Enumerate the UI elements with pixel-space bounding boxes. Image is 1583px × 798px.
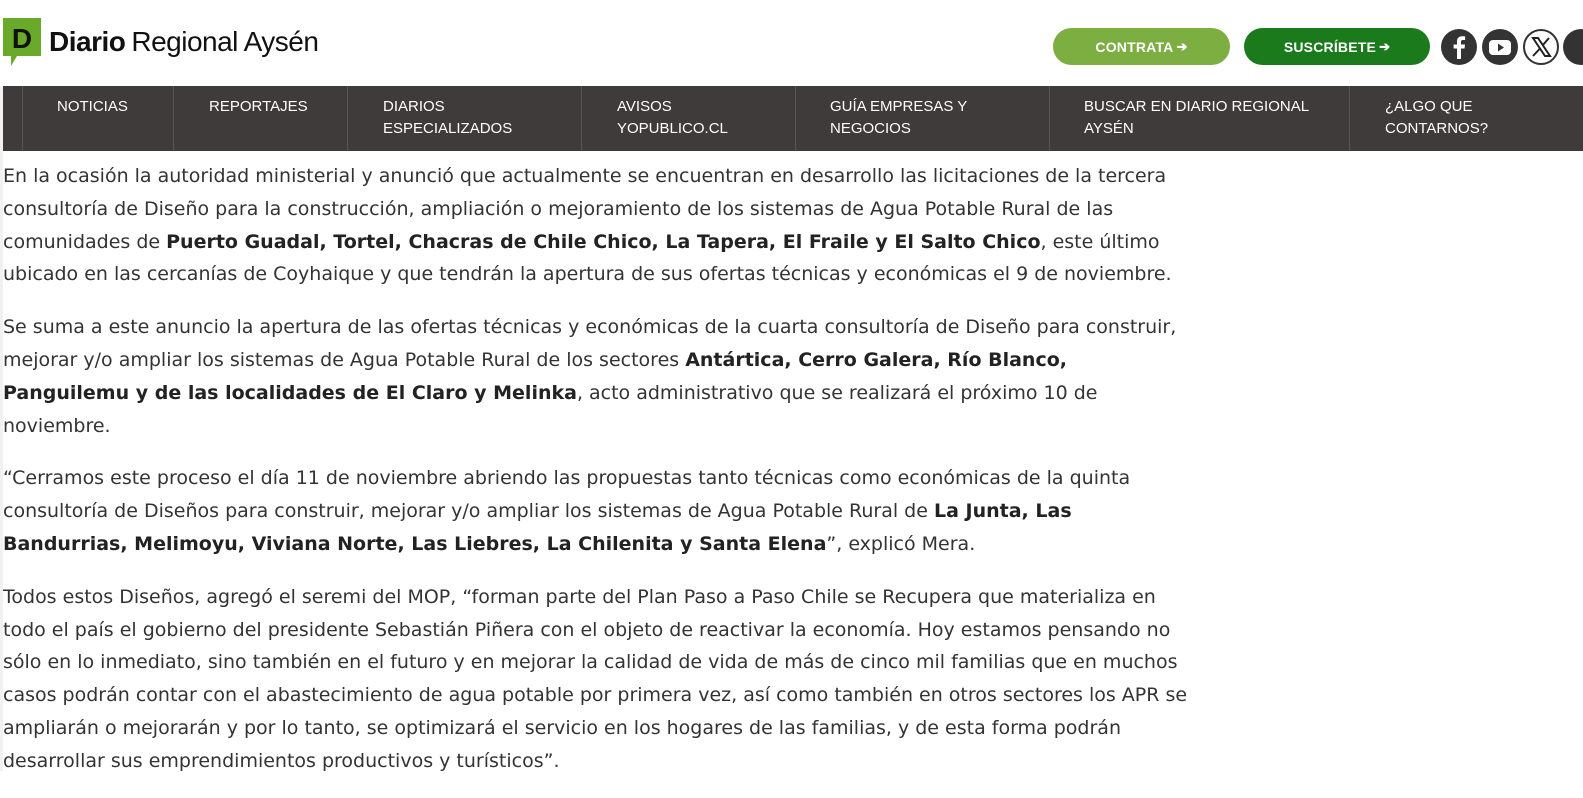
article-paragraph	[3, 311, 1188, 442]
nav-separator	[581, 86, 582, 151]
paragraph-bold-text: Puerto Guadal, Tortel, Chacras de Chile Chico, La Tapera, El Fraile y El Salto Chico	[166, 230, 1041, 253]
nav-item-label-2: ESPECIALIZADOS	[383, 120, 513, 137]
nav-item-label-2: AYSÉN	[1084, 120, 1134, 137]
nav-item-label: NOTICIAS	[57, 98, 128, 115]
site-logo[interactable]	[3, 17, 318, 67]
nav-item-guia-empresas[interactable]	[830, 86, 1046, 151]
nav-item-label: DIARIOS	[383, 98, 445, 115]
logo-text	[49, 26, 318, 58]
nav-separator	[22, 86, 23, 151]
x-icon[interactable]	[1523, 29, 1559, 65]
paragraph-text: ”, explicó Mera.	[826, 532, 976, 555]
nav-item-label: GUÍA EMPRESAS Y	[830, 98, 968, 115]
paragraph-text: , este último ubicado en las cercanías de Coyhaique y que tendrán la apertura de sus ofertas técnicas y económicas el 9 de noviembre.	[3, 230, 1172, 286]
paragraph-text: “Cerramos este proceso el día 11 de noviembre abriendo las propuestas tanto técnicas como económicas de la quinta consultoría de Diseños para construir, mejorar y/o ampliar los sistemas de Agua Potable Rural de	[3, 467, 1131, 523]
nav-separator	[795, 86, 796, 151]
contrata-button[interactable]	[1053, 28, 1230, 65]
nav-item-label-2: NEGOCIOS	[830, 120, 911, 137]
site-header	[0, 0, 1583, 87]
nav-item-diarios-especializados[interactable]	[383, 86, 579, 151]
logo-word-bold: Diario	[49, 26, 126, 57]
nav-item-label-2: YOPUBLICO.CL	[617, 120, 728, 137]
article-paragraph	[3, 160, 1188, 291]
logo-letter: D	[11, 23, 33, 54]
nav-separator	[1049, 86, 1050, 151]
nav-separator	[1349, 86, 1350, 151]
article-body	[3, 160, 1188, 798]
nav-item-label: AVISOS	[617, 98, 672, 115]
nav-item-label-2: CONTARNOS?	[1385, 120, 1489, 137]
paragraph-text: Todos estos Diseños, agregó el seremi del MOP, “forman parte del Plan Paso a Paso Chile se Recupera que materializa en todo el país el gobierno del presidente Sebastián Piñera con el objeto de reactivar la economía. Hoy estamos pensando no sólo en lo inmediato, sino también en el futuro y en mejorar la calidad de vida de más de cinco mil familias que en muchos casos podrán contar con el abastecimiento de agua potable por primera vez, así como también en otros sectores los APR se ampliarán o mejorarán y por lo tanto, se optimizará el servicio en los hogares de las familias, y de esta forma podrán desarrollar sus emprendimientos productivos y turísticos”.	[3, 585, 1188, 772]
nav-item-contarnos[interactable]	[1385, 86, 1565, 151]
nav-item-reportajes[interactable]	[209, 86, 349, 151]
article-paragraph	[3, 462, 1188, 560]
paragraph-text: En la ocasión la autoridad ministerial y anunció que actualmente se encuentran en desarrollo las licitaciones de la tercera consultoría de Diseño para la construcción, ampliación o mejoramiento de los sistemas de Agua Potable Rural de las comunidades de	[3, 165, 1167, 253]
nav-item-avisos[interactable]	[617, 86, 793, 151]
nav-item-label: REPORTAJES	[209, 98, 308, 115]
nav-item-noticias[interactable]	[57, 86, 173, 151]
arrow-right-icon: ➔	[1176, 38, 1188, 54]
facebook-icon[interactable]	[1441, 29, 1477, 65]
logo-word-rest: Regional Aysén	[131, 26, 319, 57]
paragraph-bold-text: La Junta, Las Bandurrias, Melimoyu, Viviana Norte, Las Liebres, La Chilenita y Santa Elena	[3, 500, 1072, 555]
main-nav	[3, 86, 1583, 151]
nav-item-label: BUSCAR EN DIARIO REGIONAL	[1084, 98, 1310, 115]
nav-item-buscar[interactable]	[1084, 86, 1346, 151]
logo-mark-icon	[3, 18, 41, 66]
nav-item-label: ¿ALGO QUE	[1385, 98, 1473, 115]
youtube-icon[interactable]	[1482, 29, 1518, 65]
arrow-right-icon: ➔	[1379, 38, 1391, 54]
suscribete-label: SUSCRÍBETE	[1283, 38, 1377, 55]
nav-separator	[347, 86, 348, 151]
article-paragraph	[3, 581, 1188, 778]
paragraph-text: , acto administrativo que se realizará el próximo 10 de noviembre.	[3, 381, 1098, 437]
suscribete-button[interactable]	[1244, 28, 1430, 65]
paragraph-text: Se suma a este anuncio la apertura de las ofertas técnicas y económicas de la cuarta consultoría de Diseño para construir, mejorar y/o ampliar los sistemas de Agua Potable Rural de los sectores	[3, 316, 1177, 371]
social-partial-icon[interactable]	[1563, 29, 1583, 65]
paragraph-bold-text: Antártica, Cerro Galera, Río Blanco, Panguilemu y de las localidades de El Claro y Melinka	[3, 348, 1067, 404]
nav-separator	[173, 86, 174, 151]
contrata-label: CONTRATA	[1095, 38, 1174, 55]
